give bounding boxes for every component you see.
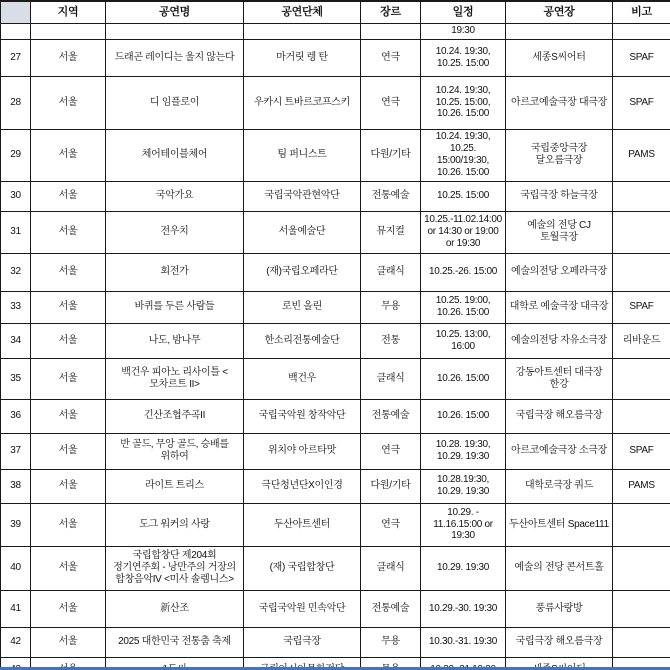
table-row <box>1 323 670 358</box>
cell-region: 서울 <box>31 129 106 181</box>
header-cell-region: 지역 <box>31 1 106 23</box>
header-cell-schedule: 일정 <box>421 1 506 23</box>
cell-group: 백건우 <box>244 358 361 399</box>
cell-number: 35 <box>1 358 31 399</box>
cell-title: 국립합창단 제204회 정기연주회 - 낭만주의 거장의 합창음악IV <미사 솔렘니스> <box>106 546 244 590</box>
cell-note <box>613 503 670 546</box>
table-row <box>1 76 670 129</box>
cell-genre: 클래식 <box>361 546 421 590</box>
cell-genre: 무용 <box>361 291 421 323</box>
cell-venue: 예술의 전당 CJ 토월극장 <box>506 211 613 253</box>
cell-number: 33 <box>1 291 31 323</box>
cell-region: 서울 <box>31 76 106 129</box>
cell-venue: 풍류사랑방 <box>506 590 613 627</box>
cell-title: 도그 워커의 사랑 <box>106 503 244 546</box>
cell-number: 36 <box>1 399 31 433</box>
table-row <box>1 546 670 590</box>
cell-group: (재)국립오페라단 <box>244 253 361 291</box>
table-row <box>1 253 670 291</box>
cell-venue: 세종S씨어터 <box>506 39 613 76</box>
cell-schedule: 10.28.19:30, 10.29. 19:30 <box>421 469 506 503</box>
cell-schedule: 10.24. 19:30, 10.25. 15:00, 10.26. 15:00 <box>421 76 506 129</box>
cell-schedule: 10.25. 19:00, 10.26. 15:00 <box>421 291 506 323</box>
cell-venue: 국립극장 해오름극장 <box>506 399 613 433</box>
cell-venue: 아르코예술극장 소극장 <box>506 433 613 469</box>
cell-number: 40 <box>1 546 31 590</box>
cell-number: 37 <box>1 433 31 469</box>
cell-group: 로빈 올린 <box>244 291 361 323</box>
cell-title: 디 임플로이 <box>106 76 244 129</box>
cell-group: 국립극장 <box>244 627 361 657</box>
cell-venue: 예술의 전당 콘서트홀 <box>506 546 613 590</box>
cell-region: 서울 <box>31 39 106 76</box>
table-body <box>1 23 670 670</box>
table-row <box>1 181 670 211</box>
cell-group: 팀 퍼니스트 <box>244 129 361 181</box>
cell-venue: 대학로 예술극장 대극장 <box>506 291 613 323</box>
cell-genre: 전통예술 <box>361 399 421 433</box>
cell-note: PAMS <box>613 129 670 181</box>
cell-number: 42 <box>1 627 31 657</box>
cell-title: 2025 대한민국 전통춤 축제 <box>106 627 244 657</box>
cell-note <box>613 399 670 433</box>
header-cell-group: 공연단체 <box>244 1 361 23</box>
table-row <box>1 39 670 76</box>
cell-genre: 무용 <box>361 627 421 657</box>
cell-group: 우카시 트바르코프스키 <box>244 76 361 129</box>
table-row <box>1 23 670 39</box>
cell-schedule: 10.25.-26. 15:00 <box>421 253 506 291</box>
cell-schedule: 10.25. 13:00, 16:00 <box>421 323 506 358</box>
cell-genre: 클래식 <box>361 253 421 291</box>
cell-schedule: 10.25.-11.02.14:00 or 14:30 or 19:00 or 19:30 <box>421 211 506 253</box>
cell-note <box>613 546 670 590</box>
cell-schedule: 19:30 <box>421 23 506 39</box>
cell-region: 서울 <box>31 253 106 291</box>
cell-title: 회전가 <box>106 253 244 291</box>
cell-venue: 국립극장 하늘극장 <box>506 181 613 211</box>
cell-region: 서울 <box>31 399 106 433</box>
cell-region: 서울 <box>31 181 106 211</box>
cell-genre: 전통 <box>361 323 421 358</box>
table-row <box>1 211 670 253</box>
cell-region <box>31 23 106 39</box>
cell-note <box>613 590 670 627</box>
cell-note: PAMS <box>613 469 670 503</box>
cell-genre: 전통예술 <box>361 181 421 211</box>
header-cell-title: 공연명 <box>106 1 244 23</box>
cell-note: 리바운드 <box>613 323 670 358</box>
table-row <box>1 503 670 546</box>
header-cell-number <box>1 1 31 23</box>
cell-genre: 연극 <box>361 76 421 129</box>
cell-schedule: 10.29.-30. 19:30 <box>421 590 506 627</box>
cell-group: (재) 국립합창단 <box>244 546 361 590</box>
cell-number <box>1 23 31 39</box>
cell-title: 드래곤 레이디는 울지 않는다 <box>106 39 244 76</box>
cell-number: 38 <box>1 469 31 503</box>
cell-genre: 클래식 <box>361 358 421 399</box>
cell-schedule: 10.25. 15:00 <box>421 181 506 211</box>
table-row <box>1 399 670 433</box>
cell-number: 41 <box>1 590 31 627</box>
cell-note <box>613 23 670 39</box>
cell-venue: 아르코예술극장 대극장 <box>506 76 613 129</box>
cell-schedule: 10.26. 15:00 <box>421 399 506 433</box>
cell-group: 마거릿 렝 탄 <box>244 39 361 76</box>
table-row <box>1 627 670 657</box>
cell-venue <box>506 23 613 39</box>
cell-genre: 연극 <box>361 503 421 546</box>
cell-genre: 전통예술 <box>361 590 421 627</box>
cell-note <box>613 627 670 657</box>
table-row <box>1 129 670 181</box>
cell-note: SPAF <box>613 76 670 129</box>
cell-group: 한소리전통예술단 <box>244 323 361 358</box>
cell-title: 긴산조협주곡II <box>106 399 244 433</box>
cell-title: 바퀴를 두른 사람들 <box>106 291 244 323</box>
cell-number: 27 <box>1 39 31 76</box>
cell-note <box>613 211 670 253</box>
cell-genre: 연극 <box>361 433 421 469</box>
cell-note <box>613 358 670 399</box>
cell-note: SPAF <box>613 433 670 469</box>
cell-number: 28 <box>1 76 31 129</box>
cell-genre: 연극 <box>361 39 421 76</box>
cell-region: 서울 <box>31 503 106 546</box>
cell-group: 극단청년단X이인경 <box>244 469 361 503</box>
cell-number: 32 <box>1 253 31 291</box>
header-row <box>1 1 670 23</box>
cell-title: 라이트 트리스 <box>106 469 244 503</box>
table-row <box>1 291 670 323</box>
cell-group: 두산아트센터 <box>244 503 361 546</box>
table-row <box>1 590 670 627</box>
cell-schedule: 10.24. 19:30, 10.25. 15:00/19:30, 10.26. 15:00 <box>421 129 506 181</box>
cell-genre: 다원/기타 <box>361 469 421 503</box>
header-cell-venue: 공연장 <box>506 1 613 23</box>
cell-group: 위치야 아르타맛 <box>244 433 361 469</box>
cell-region: 서울 <box>31 323 106 358</box>
cell-schedule: 10.24. 19:30, 10.25. 15:00 <box>421 39 506 76</box>
cell-number: 31 <box>1 211 31 253</box>
cell-title: 반 골드, 무앙 골드, 승배를 위하여 <box>106 433 244 469</box>
cell-note: SPAF <box>613 291 670 323</box>
cell-schedule: 10.28. 19:30, 10.29. 19:30 <box>421 433 506 469</box>
cell-venue: 국립중앙극장 달오름극장 <box>506 129 613 181</box>
table-row <box>1 469 670 503</box>
cell-note: SPAF <box>613 39 670 76</box>
header-cell-genre: 장르 <box>361 1 421 23</box>
cell-title: 전우치 <box>106 211 244 253</box>
cell-title: 백건우 피아노 리사이틀 <모차르트 II> <box>106 358 244 399</box>
cell-genre <box>361 23 421 39</box>
cell-note <box>613 181 670 211</box>
cell-schedule: 10.30.-31. 19:30 <box>421 627 506 657</box>
cell-region: 서울 <box>31 291 106 323</box>
cell-group: 국립국악관현악단 <box>244 181 361 211</box>
cell-note <box>613 253 670 291</box>
cell-schedule: 10.29. 19:30 <box>421 546 506 590</box>
cell-schedule: 10.26. 15:00 <box>421 358 506 399</box>
cell-title: 新산조 <box>106 590 244 627</box>
cell-venue: 예술의전당 오페라극장 <box>506 253 613 291</box>
table-row <box>1 433 670 469</box>
cell-title: 체어테이블체어 <box>106 129 244 181</box>
cell-region: 서울 <box>31 469 106 503</box>
cell-group <box>244 23 361 39</box>
cell-group: 서울예술단 <box>244 211 361 253</box>
cell-title <box>106 23 244 39</box>
cell-region: 서울 <box>31 358 106 399</box>
cell-group: 국립국악원 민속악단 <box>244 590 361 627</box>
cell-region: 서울 <box>31 546 106 590</box>
cell-region: 서울 <box>31 433 106 469</box>
cell-schedule: 10.29. - 11.16.15:00 or 19:30 <box>421 503 506 546</box>
cell-venue: 국립극장 해오름극장 <box>506 627 613 657</box>
cell-venue: 예술의전당 자유소극장 <box>506 323 613 358</box>
cell-title: 국악가요 <box>106 181 244 211</box>
cell-number: 29 <box>1 129 31 181</box>
cell-title: 나도, 밤나무 <box>106 323 244 358</box>
cell-genre: 다원/기타 <box>361 129 421 181</box>
cell-venue: 대학로극장 쿼드 <box>506 469 613 503</box>
cell-number: 30 <box>1 181 31 211</box>
header-cell-note: 비고 <box>613 1 670 23</box>
cell-number: 39 <box>1 503 31 546</box>
cell-number: 34 <box>1 323 31 358</box>
cell-venue: 강동아트센터 대극장 한강 <box>506 358 613 399</box>
cell-genre: 뮤지컬 <box>361 211 421 253</box>
table-row <box>1 358 670 399</box>
cell-region: 서울 <box>31 211 106 253</box>
cell-region: 서울 <box>31 627 106 657</box>
cell-venue: 두산아트센터 Space111 <box>506 503 613 546</box>
cell-region: 서울 <box>31 590 106 627</box>
cell-group: 국립국악원 창작악단 <box>244 399 361 433</box>
